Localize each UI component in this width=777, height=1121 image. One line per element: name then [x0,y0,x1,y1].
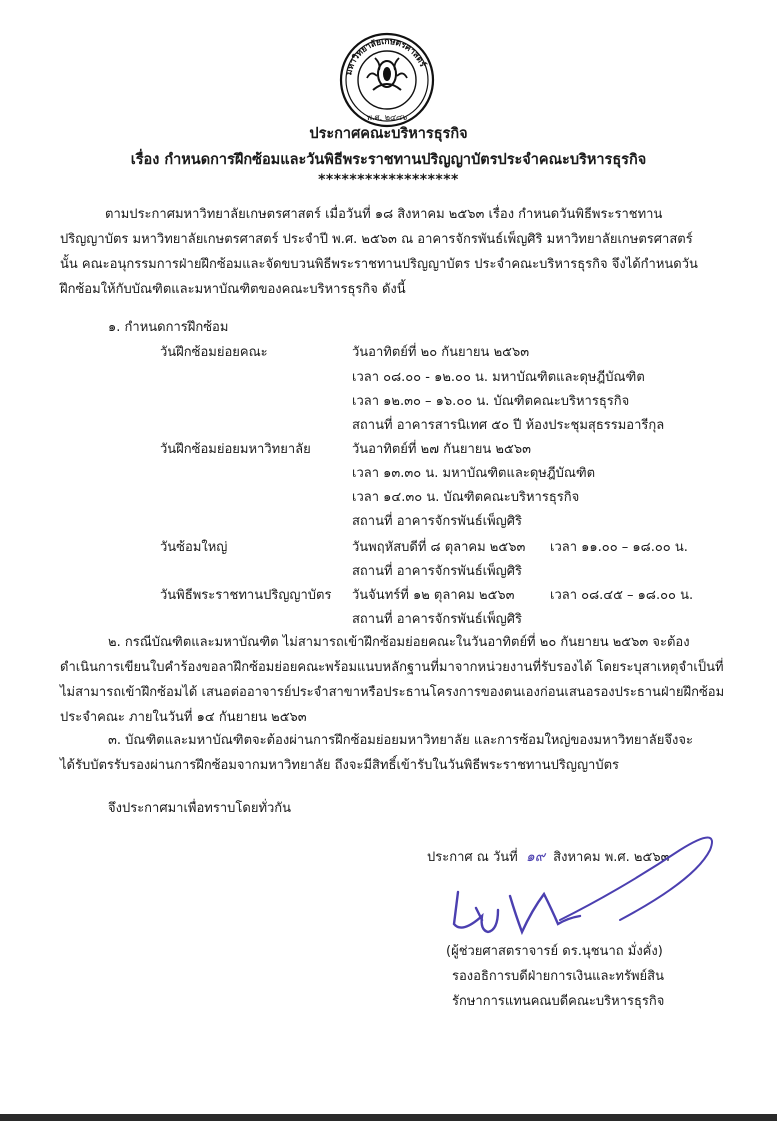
schedule-label: วันซ้อมใหญ่ [160,540,228,555]
section3-line: ได้รับบัตรรับรองผ่านการฝึกซ้อมจากมหาวิทยาลัย ถึงจะมีสิทธิ์เข้ารับในวันพิธีพระราชทานปริญญาบัตร [60,758,620,773]
university-seal-logo [337,30,437,130]
schedule-line: วันอาทิตย์ที่ ๒๗ กันยายน ๒๕๖๓ [352,442,531,457]
schedule-line: เวลา ๑๒.๓๐ – ๑๖.๐๐ น. บัณฑิตคณะบริหารธุรกิจ [352,394,630,409]
intro-line: ปริญญาบัตร มหาวิทยาลัยเกษตรศาสตร์ ประจำปี พ.ศ. ๒๕๖๓ ณ อาคารจักรพันธ์เพ็ญศิริ มหาวิทยาลัยเกษตรศาสตร์ [60,232,693,247]
schedule-line: สถานที่ อาคารจักรพันธ์เพ็ญศิริ [352,564,522,579]
signatory-acting-position: รักษาการแทนคณบดีคณะบริหารธุรกิจ [452,994,665,1009]
section2-line: ดำเนินการเขียนใบคำร้องขอลาฝึกซ้อมย่อยคณะพร้อมแนบหลักฐานที่มาจากหน่วยงานที่รับรองได้ โดยระบุสาเหตุจำเป็นที่ [60,660,724,675]
closing-text: จึงประกาศมาเพื่อทราบโดยทั่วกัน [108,801,292,816]
schedule-line: วันพฤหัสบดีที่ ๘ ตุลาคม ๒๕๖๓ [352,540,526,555]
schedule-line: เวลา ๑๔.๓๐ น. บัณฑิตคณะบริหารธุรกิจ [352,490,580,505]
schedule-label: วันฝึกซ้อมย่อยคณะ [160,345,268,360]
svg-text:พ.ศ. ๒๔๘๖: พ.ศ. ๒๔๘๖ [366,113,408,122]
section2-line: ๒. กรณีบัณฑิตและมหาบัณฑิต ไม่สามารถเข้าฝึกซ้อมย่อยคณะในวันอาทิตย์ที่ ๒๐ กันยายน ๒๕๖๓ จะต้อง [108,635,690,650]
handwritten-signature [440,820,740,960]
schedule-label: วันฝึกซ้อมย่อยมหาวิทยาลัย [160,442,311,457]
intro-line: ฝึกซ้อมให้กับบัณฑิตและมหาบัณฑิตของคณะบริหารธุรกิจ ดังนี้ [60,282,406,297]
schedule-line: สถานที่ อาคารสารนิเทศ ๕๐ ปี ห้องประชุมสุธรรมอารีกุล [352,418,665,433]
signatory-position: รองอธิการบดีฝ่ายการเงินและทรัพย์สิน [452,969,664,984]
handwritten-day: ๑๙ [525,849,546,865]
schedule-line: สถานที่ อาคารจักรพันธ์เพ็ญศิริ [352,514,522,529]
schedule-line: เวลา ๑๓.๓๐ น. มหาบัณฑิตและดุษฎีบัณฑิต [352,466,596,481]
announcement-title: ประกาศคณะบริหารธุรกิจ [309,126,468,142]
schedule-label: วันพิธีพระราชทานปริญญาบัตร [160,588,332,603]
schedule-line: สถานที่ อาคารจักรพันธ์เพ็ญศิริ [352,612,522,627]
svg-text:มหาวิทยาลัยเกษตรศาสตร์: มหาวิทยาลัยเกษตรศาสตร์ [344,36,428,77]
section2-line: ประจำคณะ ภายในวันที่ ๑๔ กันยายน ๒๕๖๓ [60,710,307,725]
page-bottom-rule [0,1114,777,1121]
intro-line: ตามประกาศมหาวิทยาลัยเกษตรศาสตร์ เมื่อวันที่ ๑๘ สิงหาคม ๒๕๖๓ เรื่อง กำหนดวันพิธีพระราชทาน [105,207,663,222]
intro-paragraph [60,202,740,302]
schedule-time: เวลา ๐๘.๔๕ – ๑๘.๐๐ น. [550,588,694,603]
schedule-line: วันจันทร์ที่ ๑๒ ตุลาคม ๒๕๖๓ [352,588,515,603]
schedule-line: วันอาทิตย์ที่ ๒๐ กันยายน ๒๕๖๓ [352,345,530,360]
date-rest: สิงหาคม พ.ศ. ๒๕๖๓ [553,850,670,865]
separator-stars: ****************** [318,172,459,188]
schedule-line: เวลา ๐๘.๐๐ - ๑๒.๐๐ น. มหาบัณฑิตและดุษฎีบัณฑิต [352,370,645,385]
schedule-time: เวลา ๑๑.๐๐ – ๑๘.๐๐ น. [550,540,688,555]
section3-line: ๓. บัณฑิตและมหาบัณฑิตจะต้องผ่านการฝึกซ้อมย่อยมหาวิทยาลัย และการซ้อมใหญ่ของมหาวิทยาลัยจึงจะ [108,733,693,748]
signatory-name: (ผู้ช่วยศาสตราจารย์ ดร.นุชนาถ มั่งคั่ง) [446,944,663,959]
section1-heading: ๑. กำหนดการฝึกซ้อม [108,320,229,335]
section2-paragraph [60,630,750,730]
section3-paragraph [60,728,750,778]
announcement-subject: เรื่อง กำหนดการฝึกซ้อมและวันพิธีพระราชทานปริญญาบัตรประจำคณะบริหารธุรกิจ [130,152,647,168]
date-prefix: ประกาศ ณ วันที่ [427,850,518,865]
section2-line: ไม่สามารถเข้าฝึกซ้อมได้ เสนอต่ออาจารย์ประจำสาขาหรือประธานโครงการของตนเองก่อนเสนอรองประธานฝ่ายฝึกซ้อม [60,685,725,700]
intro-line: นั้น คณะอนุกรรมการฝ่ายฝึกซ้อมและจัดขบวนพิธีพระราชทานปริญญาบัตร ประจำคณะบริหารธุรกิจ จึงได้กำหนดวัน [60,257,698,272]
